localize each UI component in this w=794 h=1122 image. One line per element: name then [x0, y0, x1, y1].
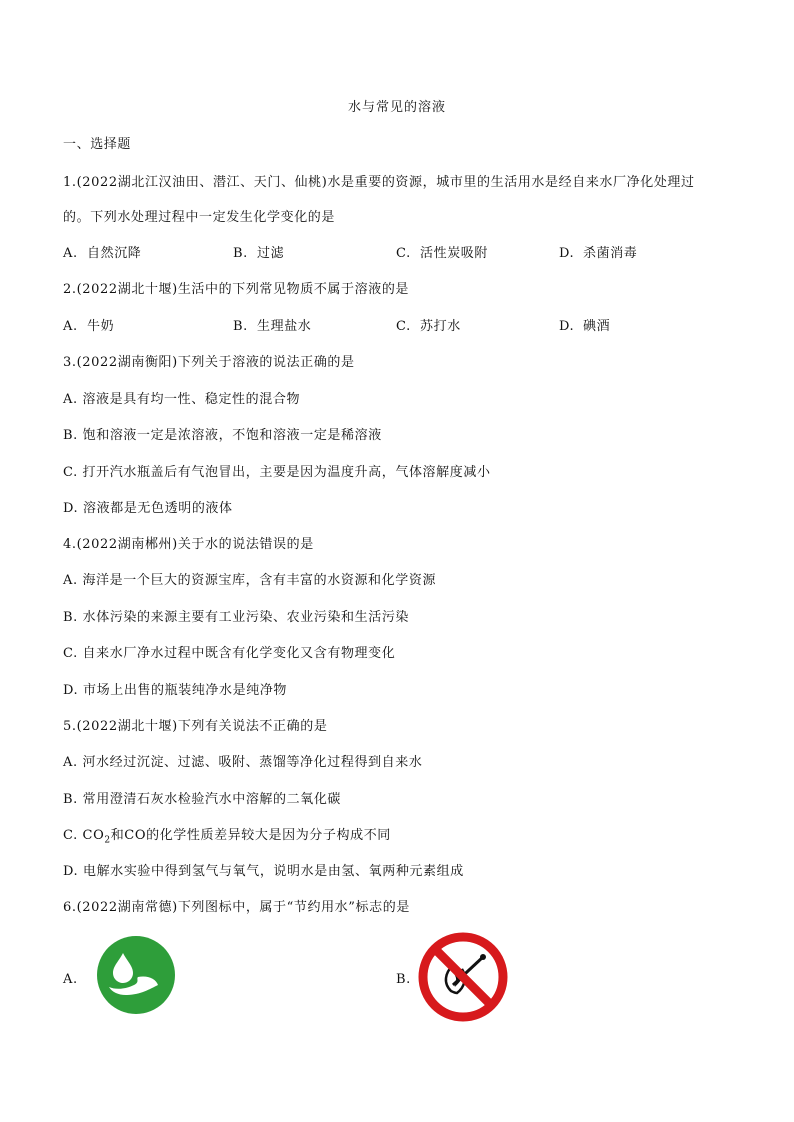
no-open-flame-sign [417, 931, 509, 1023]
option-d: D. 碘酒 [559, 319, 611, 334]
question-6-option-b-label: B. [396, 972, 411, 987]
page-title: 水与常见的溶液 [347, 100, 446, 115]
question-4-option-d: D. 市场上出售的瓶装纯净水是纯净物 [63, 683, 288, 698]
question-6-stem: 6.(2022湖南常德)下列图标中，属于“节约用水”标志的是 [63, 900, 410, 915]
question-4-stem: 4.(2022湖南郴州)关于水的说法错误的是 [63, 537, 314, 552]
question-4-option-b: B. 水体污染的来源主要有工业污染、农业污染和生活污染 [63, 610, 410, 625]
option-b: B. 生理盐水 [233, 319, 312, 334]
option-c: C. 苏打水 [396, 319, 461, 334]
question-5-stem: 5.(2022湖北十堰)下列有关说法不正确的是 [63, 719, 328, 734]
option-a: A. 自然沉降 [63, 246, 142, 261]
option-c: C. 活性炭吸附 [396, 246, 489, 261]
question-2-stem: 2.(2022湖北十堰)生活中的下列常见物质不属于溶液的是 [63, 282, 410, 297]
question-1-options [63, 242, 743, 262]
question-3-option-a: A. 溶液是具有均一性、稳定性的混合物 [63, 392, 301, 407]
question-2-options [63, 315, 743, 335]
question-1-stem-line1: 1.(2022湖北江汉油田、潜江、天门、仙桃)水是重要的资源，城市里的生活用水是经自来水厂净化处理过 [63, 175, 695, 190]
question-1-stem-line2: 的。下列水处理过程中一定发生化学变化的是 [63, 210, 336, 225]
option-b: B. 过滤 [233, 246, 285, 261]
question-5-option-c: C. $CO_2$和CO的化学性质差异较大是因为分子构成不同 [63, 828, 391, 846]
section-heading: 一、选择题 [63, 137, 132, 152]
question-4-option-a: A. 海洋是一个巨大的资源宝库，含有丰富的水资源和化学资源 [63, 573, 437, 588]
option-a: A. 牛奶 [63, 319, 115, 334]
question-3-option-d: D. 溶液都是无色透明的液体 [63, 501, 233, 516]
question-5-option-b: B. 常用澄清石灰水检验汽水中溶解的二氧化碳 [63, 792, 342, 807]
question-3-stem: 3.(2022湖南衡阳)下列关于溶液的说法正确的是 [63, 355, 355, 370]
question-6-option-a-label: A. [63, 972, 78, 987]
water-saving-logo [96, 935, 176, 1015]
question-3-option-b: B. 饱和溶液一定是浓溶液，不饱和溶液一定是稀溶液 [63, 428, 382, 443]
question-5-option-d: D. 电解水实验中得到氢气与氧气，说明水是由氢、氧两种元素组成 [63, 864, 464, 879]
option-d: D. 杀菌消毒 [559, 246, 638, 261]
question-5-option-a: A. 河水经过沉淀、过滤、吸附、蒸馏等净化过程得到自来水 [63, 755, 423, 770]
question-4-option-c: C. 自来水厂净水过程中既含有化学变化又含有物理变化 [63, 646, 396, 661]
question-3-option-c: C. 打开汽水瓶盖后有气泡冒出，主要是因为温度升高，气体溶解度减小 [63, 465, 491, 480]
